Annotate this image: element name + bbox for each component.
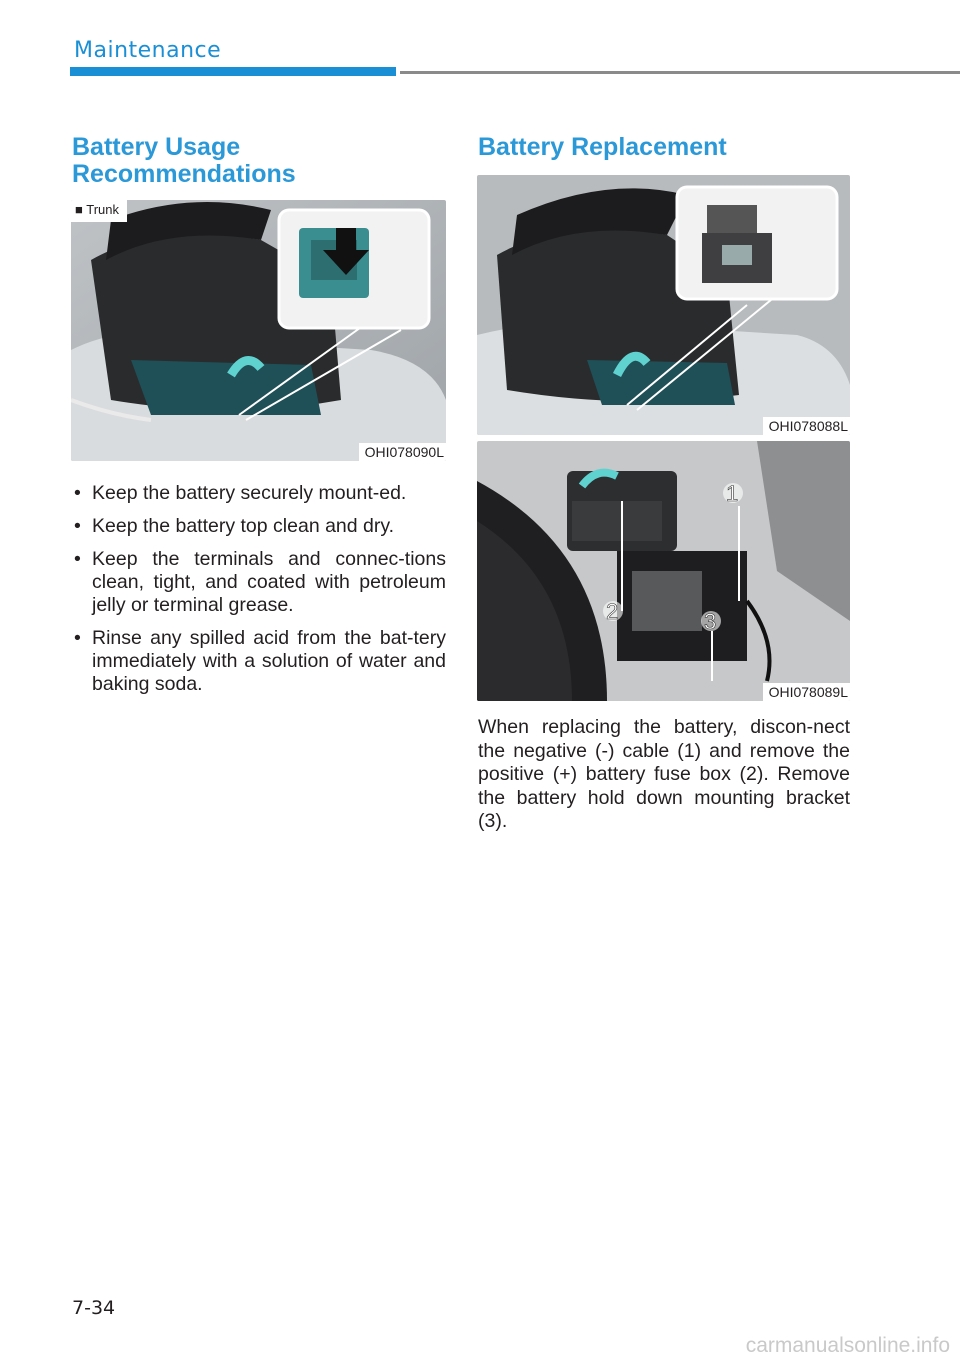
- trunk-open-illustration: [477, 175, 850, 435]
- list-item: • Keep the terminals and connec-tions clean, tight, and coated with petroleum jelly or terminal grease.: [72, 548, 446, 617]
- list-item: • Keep the battery securely mount-ed.: [72, 482, 446, 505]
- list-item: • Keep the battery top clean and dry.: [72, 515, 446, 538]
- header-rule: [400, 71, 960, 74]
- watermark: carmanualsonline.info: [745, 1334, 950, 1357]
- figure-code: OHI078089L: [763, 683, 850, 701]
- section-title: Maintenance: [74, 38, 222, 63]
- figure-trunk-open: [477, 175, 850, 435]
- battery-detail-illustration: [477, 441, 850, 701]
- svg-text:3: 3: [704, 609, 717, 634]
- trunk-illustration: [71, 200, 446, 461]
- heading-line-2: Recommendations: [72, 160, 296, 188]
- figure-code: OHI078088L: [763, 417, 850, 435]
- figure-battery-detail: [477, 441, 850, 701]
- usage-recommendations-list: [72, 482, 446, 706]
- figure-trunk: [71, 200, 446, 461]
- heading-line-1: Battery Usage: [72, 133, 241, 161]
- replacement-instructions: When replacing the battery, discon-nect the negative (-) cable (1) and remove the positive (+) battery fuse box (2). Remove the battery hold down mounting bracket (3).: [478, 716, 850, 832]
- page-number: 7-34: [72, 1297, 116, 1319]
- svg-text:1: 1: [726, 481, 739, 506]
- header-rule-accent: [70, 67, 396, 76]
- heading-battery-usage: [72, 134, 296, 188]
- figure-code: OHI078090L: [359, 443, 446, 461]
- svg-text:2: 2: [606, 599, 619, 624]
- trunk-tag: ■ Trunk: [71, 200, 127, 222]
- heading-battery-replacement: Battery Replacement: [478, 133, 727, 161]
- list-item: • Rinse any spilled acid from the bat-tery immediately with a solution of water and baking soda.: [72, 627, 446, 696]
